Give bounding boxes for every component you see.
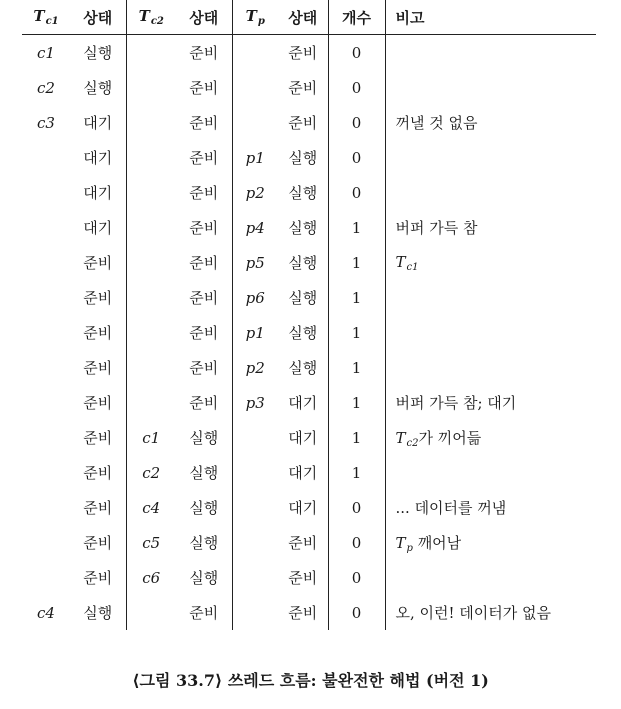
header-count: 개수 — [328, 0, 385, 35]
cell-state2: 실행 — [176, 420, 232, 455]
cell-tc2: c4 — [142, 498, 161, 517]
cell-state1: 준비 — [70, 350, 126, 385]
cell-state2: 준비 — [176, 70, 232, 105]
note-math-base: T — [395, 252, 406, 271]
table-row — [22, 210, 596, 245]
cell-state2: 실행 — [176, 525, 232, 560]
cell-tc1 — [22, 455, 70, 490]
cell-tc2 — [126, 315, 176, 350]
table-body — [22, 35, 596, 631]
cell-tc2 — [126, 35, 176, 71]
note-math-after: 깨어남 — [412, 533, 462, 552]
cell-tp: p1 — [245, 323, 265, 342]
cell-state2: 준비 — [176, 140, 232, 175]
cell-tc2: c5 — [142, 533, 161, 552]
note-math-sub: c1 — [406, 261, 419, 273]
cell-note — [385, 175, 596, 210]
cell-tc2: c6 — [142, 568, 161, 587]
cell-state3: 실행 — [278, 140, 328, 175]
note-math-after: 가 끼어듦 — [418, 428, 482, 447]
cell-state1: 준비 — [70, 490, 126, 525]
cell-state1: 준비 — [70, 420, 126, 455]
cell-count: 1 — [328, 210, 385, 245]
cell-tc1 — [22, 490, 70, 525]
cell-tc1 — [22, 385, 70, 420]
cell-tp: p4 — [245, 218, 265, 237]
cell-count: 0 — [328, 175, 385, 210]
cell-note — [385, 70, 596, 105]
cell-state3: 실행 — [278, 245, 328, 280]
cell-tp: p6 — [245, 288, 265, 307]
cell-state1: 대기 — [70, 140, 126, 175]
cell-state2: 준비 — [176, 105, 232, 140]
cell-state1: 준비 — [70, 245, 126, 280]
cell-note: 버퍼 가득 참 — [395, 219, 478, 237]
cell-state1: 대기 — [70, 210, 126, 245]
thread-trace-table — [22, 0, 596, 630]
cell-tc2 — [126, 140, 176, 175]
cell-state1: 준비 — [70, 455, 126, 490]
header-tc1-sub: c1 — [45, 16, 59, 27]
cell-state1: 준비 — [70, 280, 126, 315]
cell-tc1 — [22, 280, 70, 315]
cell-tc1: c2 — [37, 78, 55, 97]
cell-tc1 — [22, 140, 70, 175]
cell-tc2 — [126, 70, 176, 105]
note-math-sub: p — [406, 542, 413, 554]
cell-state2: 준비 — [176, 245, 232, 280]
cell-state2: 준비 — [176, 385, 232, 420]
cell-count: 0 — [328, 490, 385, 525]
table-row — [22, 560, 596, 595]
note-math-sub: c2 — [406, 437, 419, 449]
cell-state2: 준비 — [176, 315, 232, 350]
cell-state3: 준비 — [278, 35, 328, 71]
cell-tc1 — [22, 175, 70, 210]
cell-state3: 실행 — [278, 350, 328, 385]
cell-tc1: c1 — [37, 43, 55, 62]
table-row — [22, 350, 596, 385]
cell-state1: 대기 — [70, 175, 126, 210]
table-row — [22, 175, 596, 210]
cell-tc2 — [126, 175, 176, 210]
cell-tc2 — [126, 280, 176, 315]
cell-note — [385, 315, 596, 350]
header-tc2 — [126, 0, 176, 35]
cell-tc1: c4 — [37, 603, 55, 622]
header-note: 비고 — [385, 0, 596, 35]
cell-state3: 대기 — [278, 490, 328, 525]
cell-count: 1 — [328, 420, 385, 455]
cell-tc1 — [22, 350, 70, 385]
table-row — [22, 525, 596, 560]
cell-note — [385, 140, 596, 175]
cell-state2: 실행 — [176, 455, 232, 490]
cell-count: 0 — [328, 140, 385, 175]
cell-note — [385, 420, 596, 455]
cell-state3: 준비 — [278, 560, 328, 595]
cell-count: 1 — [328, 350, 385, 385]
note-math-base: T — [395, 533, 406, 552]
cell-note — [385, 560, 596, 595]
cell-state1: 실행 — [70, 595, 126, 630]
cell-tc2: c1 — [142, 428, 161, 447]
cell-state3: 실행 — [278, 175, 328, 210]
cell-tp — [232, 35, 278, 71]
cell-state3: 대기 — [278, 420, 328, 455]
cell-tp — [232, 105, 278, 140]
cell-tc1: c3 — [37, 113, 55, 132]
cell-state1: 준비 — [70, 385, 126, 420]
cell-tp — [232, 70, 278, 105]
header-state3: 상태 — [278, 0, 328, 35]
cell-note — [385, 35, 596, 71]
cell-state2: 준비 — [176, 280, 232, 315]
cell-state3: 준비 — [278, 105, 328, 140]
cell-tp: p1 — [245, 148, 265, 167]
cell-tp — [232, 490, 278, 525]
header-row — [22, 0, 596, 35]
cell-tp — [232, 420, 278, 455]
cell-tc1 — [22, 525, 70, 560]
header-tp — [232, 0, 278, 35]
cell-state1: 준비 — [70, 525, 126, 560]
cell-tc2 — [126, 105, 176, 140]
figure-caption: ⟨그림 33.7⟩ 쓰레드 흐름: 불완전한 해법 (버전 1) — [132, 671, 489, 690]
cell-count: 1 — [328, 385, 385, 420]
cell-note — [385, 280, 596, 315]
cell-state3: 대기 — [278, 385, 328, 420]
cell-state1: 실행 — [70, 70, 126, 105]
cell-state3: 준비 — [278, 595, 328, 630]
header-tc2-sub: c2 — [150, 16, 164, 27]
cell-tc1 — [22, 420, 70, 455]
thread-trace-table-wrapper — [22, 0, 596, 630]
cell-state2: 실행 — [176, 560, 232, 595]
cell-tc2 — [126, 595, 176, 630]
cell-state2: 실행 — [176, 490, 232, 525]
cell-state3: 준비 — [278, 525, 328, 560]
cell-count: 1 — [328, 455, 385, 490]
cell-tp: p2 — [245, 358, 265, 377]
cell-state3: 대기 — [278, 455, 328, 490]
table-row — [22, 140, 596, 175]
table-row — [22, 490, 596, 525]
cell-state2: 준비 — [176, 35, 232, 71]
cell-tp: p2 — [245, 183, 265, 202]
cell-state2: 준비 — [176, 595, 232, 630]
cell-note: 꺼낼 것 없음 — [395, 114, 478, 132]
cell-count: 0 — [328, 70, 385, 105]
cell-tp — [232, 560, 278, 595]
cell-state3: 실행 — [278, 210, 328, 245]
cell-tc2 — [126, 385, 176, 420]
cell-tc2 — [126, 210, 176, 245]
cell-note — [385, 525, 596, 560]
table-row — [22, 385, 596, 420]
table-row — [22, 420, 596, 455]
cell-tp — [232, 595, 278, 630]
cell-note — [385, 350, 596, 385]
cell-state3: 실행 — [278, 315, 328, 350]
cell-note — [385, 245, 596, 280]
cell-state3: 실행 — [278, 280, 328, 315]
cell-state1: 준비 — [70, 560, 126, 595]
cell-tc1 — [22, 245, 70, 280]
header-tc2-base: T — [138, 7, 150, 25]
table-row — [22, 595, 596, 630]
cell-state1: 실행 — [70, 35, 126, 71]
table-row — [22, 315, 596, 350]
table-row — [22, 455, 596, 490]
table-row — [22, 105, 596, 140]
header-tp-base: T — [245, 7, 257, 25]
header-tp-sub: p — [257, 16, 265, 27]
cell-tp — [232, 455, 278, 490]
cell-count: 1 — [328, 315, 385, 350]
cell-tc1 — [22, 560, 70, 595]
table-row — [22, 70, 596, 105]
cell-state2: 준비 — [176, 210, 232, 245]
cell-state2: 준비 — [176, 350, 232, 385]
header-state2: 상태 — [176, 0, 232, 35]
cell-note: ... 데이터를 꺼냄 — [395, 499, 507, 517]
cell-count: 0 — [328, 35, 385, 71]
cell-tp: p3 — [245, 393, 265, 412]
header-state1: 상태 — [70, 0, 126, 35]
cell-note: 버퍼 가득 참; 대기 — [395, 394, 517, 412]
cell-tc1 — [22, 315, 70, 350]
cell-tc2: c2 — [142, 463, 161, 482]
cell-note: 오, 이런! 데이터가 없음 — [395, 604, 552, 622]
cell-tp: p5 — [245, 253, 265, 272]
cell-count: 1 — [328, 245, 385, 280]
cell-tp — [232, 525, 278, 560]
cell-tc2 — [126, 350, 176, 385]
cell-count: 0 — [328, 525, 385, 560]
cell-state1: 준비 — [70, 315, 126, 350]
cell-count: 0 — [328, 105, 385, 140]
table-row — [22, 280, 596, 315]
cell-tc1 — [22, 210, 70, 245]
header-tc1-base: T — [33, 7, 45, 25]
cell-count: 1 — [328, 280, 385, 315]
cell-note — [385, 455, 596, 490]
cell-count: 0 — [328, 560, 385, 595]
cell-tc2 — [126, 245, 176, 280]
cell-state3: 준비 — [278, 70, 328, 105]
cell-state1: 대기 — [70, 105, 126, 140]
header-tc1 — [22, 0, 70, 35]
cell-count: 0 — [328, 595, 385, 630]
cell-state2: 준비 — [176, 175, 232, 210]
table-row — [22, 245, 596, 280]
table-row — [22, 35, 596, 71]
note-math-base: T — [395, 428, 406, 447]
